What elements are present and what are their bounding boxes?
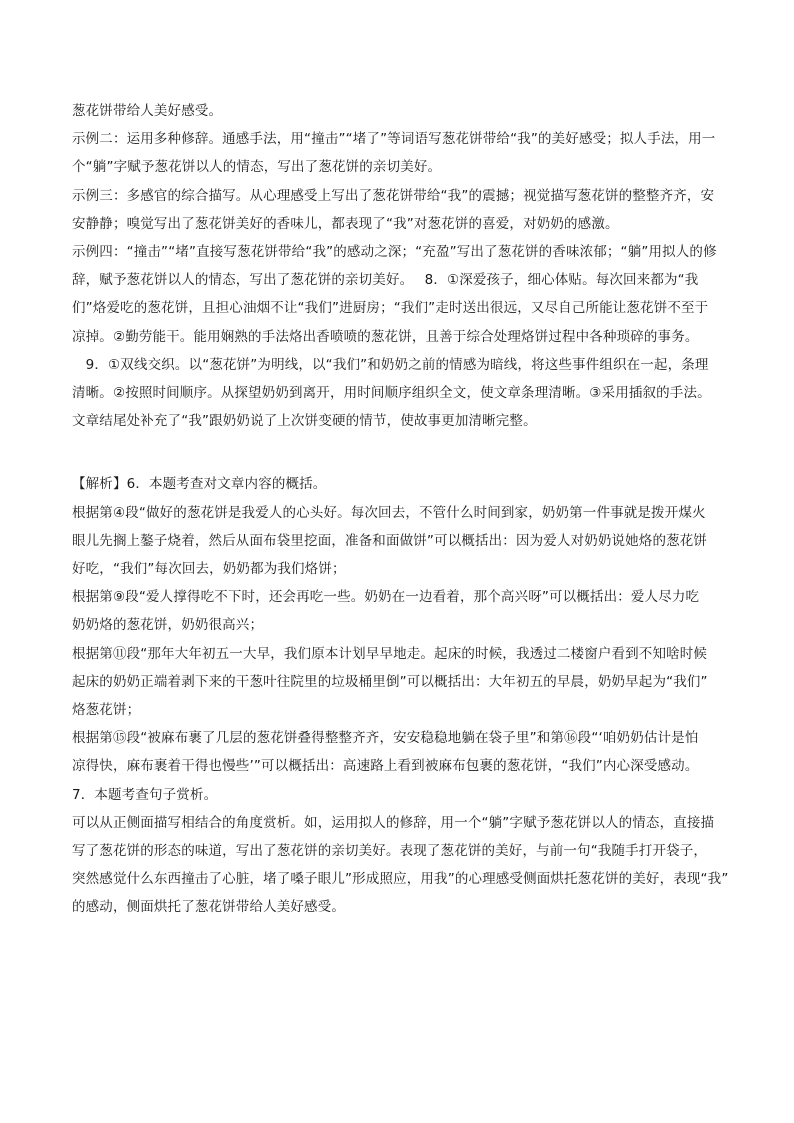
text-line: 9．①双线交织。以“葱花饼”为明线，以“我们”和奶奶之前的情感为暗线，将这些事件组织在一起，条理: [72, 356, 709, 373]
analysis-heading: 【解析】6．本题考查对文章内容的概括。: [72, 476, 327, 493]
text-line: 的感动，侧面烘托了葱花饼带给人美好感受。: [72, 899, 345, 916]
text-line: 可以从正侧面描写相结合的角度赏析。如，运用拟人的修辞，用一个“躺”字赋予葱花饼以人的情态，直接描: [72, 814, 715, 831]
text-line: 烙葱花饼；: [72, 702, 141, 719]
text-line: 根据第⑨段“爱人撑得吃不下时，还会再吃一些。奶奶在一边看着，那个高兴呀”可以概括出：爱人尽力吃: [72, 589, 700, 606]
text-line: 辞，赋予葱花饼以人的情态，写出了葱花饼的亲切美好。 8．①深爱孩子，细心体贴。每次回来都为“我: [72, 272, 699, 289]
section-gap: [72, 435, 732, 470]
text-line: 安静静；嗅觉写出了葱花饼美好的香味儿，都表现了“我”对葱花饼的喜爱，对奶奶的感激。: [72, 215, 619, 232]
text-line: 好吃，“我们”每次回去，奶奶都为我们烙饼；: [72, 561, 346, 578]
text-line: 写了葱花饼的形态的味道，写出了葱花饼的亲切美好。表现了葱花饼的美好，与前一句“我随手打开袋子，: [72, 843, 708, 860]
text-line: 个“躺”字赋予葱花饼以人的情态，写出了葱花饼的亲切美好。: [72, 159, 442, 176]
text-line: 起床的奶奶正端着剥下来的干葱叶往院里的垃圾桶里倒”可以概括出：大年初五的早晨，奶奶早起为“我们”: [72, 673, 708, 690]
answer-section: [72, 97, 732, 435]
text-line: 凉得快，麻布裹着干得也慢些’”可以概括出：高速路上看到被麻布包裹的葱花饼，“我们”内心深受感动。: [72, 758, 699, 775]
text-line: 文章结尾处补充了“我”跟奶奶说了上次饼变硬的情节，使故事更加清晰完整。: [72, 413, 537, 430]
text-line: 凉掉。②勤劳能干。能用娴熟的手法烙出香喷喷的葱花饼，且善于综合处理烙饼过程中各种琐碎的事务。: [72, 328, 699, 345]
analysis-section: [72, 470, 732, 921]
text-line: 们”烙爱吃的葱花饼，且担心油烟不让“我们”进厨房；“我们”走时送出很远，又尽自己所能让葱花饼不至于: [72, 300, 709, 317]
text-line: 葱花饼带给人美好感受。: [72, 103, 223, 119]
text-line: 示例二：运用多种修辞。通感手法，用“撞击”“堵了”等词语写葱花饼带给“我”的美好感受；拟人手法，用一: [72, 131, 716, 148]
text-line: 示例四：“撞击”“堵”直接写葱花饼带给“我”的感动之深；“充盈”写出了葱花饼的香味浓郁；“躺”用拟人的修: [72, 244, 717, 261]
text-line: 根据第⑪段“那年大年初五一大早，我们原本计划早早地走。起床的时候，我透过二楼窗户看到不知啥时候: [72, 645, 708, 662]
text-line: 根据第④段“做好的葱花饼是我爱人的心头好。每次回去，不管什么时间到家，奶奶第一件事就是拨开煤火: [72, 504, 706, 521]
text-line: 根据第⑮段“被麻布裹了几层的葱花饼叠得整整齐齐，安安稳稳地躺在袋子里”和第⑯段“‘咱奶奶估计是怕: [72, 730, 699, 747]
question-heading: 7．本题考查句子赏析。: [72, 786, 218, 803]
text-line: 眼儿先搁上鏊子烧着，然后从面布袋里挖面，准备和面做饼”可以概括出：因为爱人对奶奶说她烙的葱花饼: [72, 532, 708, 549]
document-page: [72, 97, 732, 922]
text-line: 清晰。②按照时间顺序。从探望奶奶到离开，用时间顺序组织全文，使文章条理清晰。③采用插叙的手法。: [72, 385, 711, 402]
text-line: 示例三：多感官的综合描写。从心理感受上写出了葱花饼带给“我”的震撼；视觉描写葱花饼的整整齐齐，安: [72, 187, 715, 204]
text-line: 突然感觉什么东西撞击了心脏，堵了嗓子眼儿”形成照应，用我”的心理感受侧面烘托葱花饼的美好，表现“我”: [72, 871, 729, 888]
text-line: 奶奶烙的葱花饼，奶奶很高兴；: [72, 617, 264, 634]
